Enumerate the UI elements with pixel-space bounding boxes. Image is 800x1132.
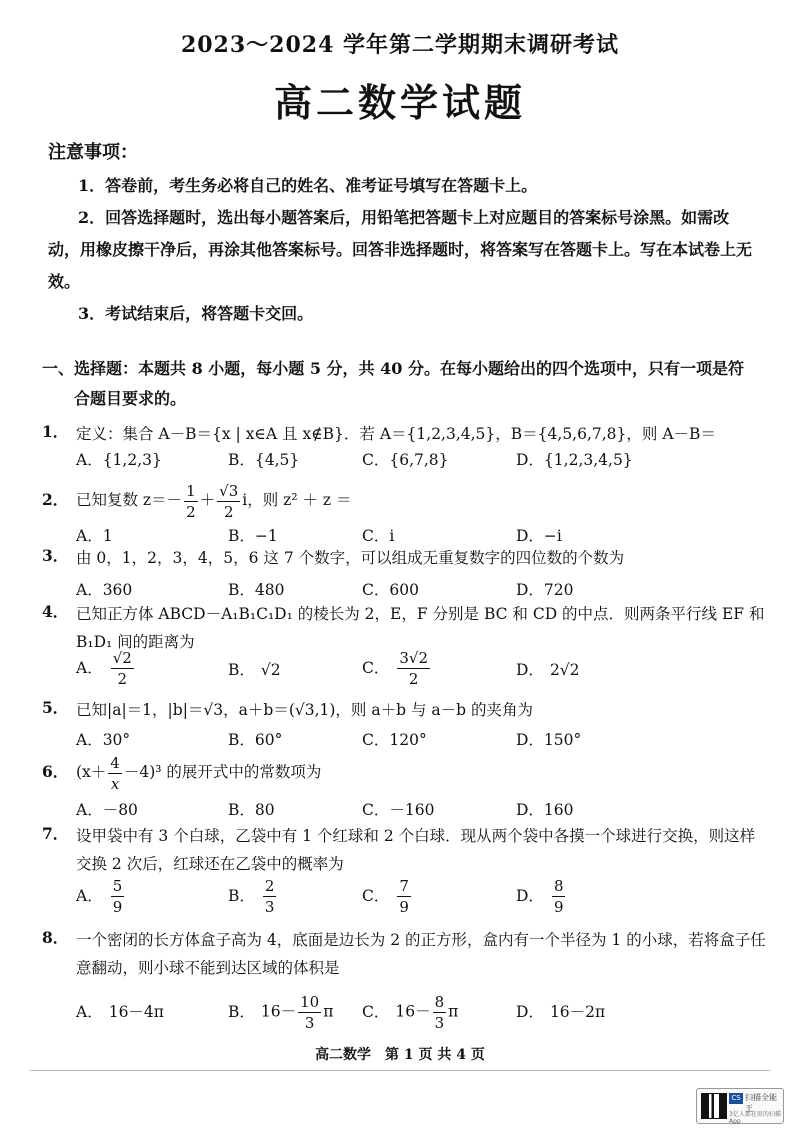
question-number: 7．	[42, 824, 69, 843]
denominator: 2	[408, 670, 419, 688]
fraction	[397, 648, 430, 689]
option-label: A．	[76, 886, 103, 905]
option-b: B．60°	[228, 731, 283, 749]
scanner-watermark	[696, 1088, 784, 1124]
option-d: D．−i	[516, 527, 562, 545]
subject-title: 高二数学试题	[273, 80, 526, 125]
numerator: 3√2	[399, 649, 429, 667]
denominator: 3	[434, 1014, 445, 1032]
option-b	[228, 992, 333, 1033]
scanner-app-name: 扫描全能王	[745, 1093, 777, 1113]
option-value: √2	[260, 661, 281, 679]
option-d: D．150°	[516, 731, 582, 749]
notice-heading: 注意事项：	[48, 142, 138, 163]
option-c: C．600	[362, 581, 419, 599]
option-b: B．{4,5}	[228, 451, 300, 469]
question-stem: 设甲袋中有 3 个白球，乙袋中有 1 个红球和 2 个白球．现从两个袋中各摸一个球进行交换，则这样交换 2 次后，红球还在乙袋中的概率为	[76, 827, 756, 873]
option-value: 16－4π	[108, 1003, 164, 1021]
option-label: C．	[362, 658, 390, 677]
option-d: D．160	[516, 801, 574, 819]
option-label: A．	[76, 658, 103, 677]
fraction	[298, 992, 321, 1033]
notice-item-1: 1．答卷前，考生务必将自己的姓名、准考证号填写在答题卡上。	[78, 176, 538, 195]
stem-text: (x＋	[76, 763, 107, 781]
scanner-app-tagline: 3亿人都在用的扫描App	[729, 1111, 781, 1125]
option-prefix: 16－	[260, 1002, 297, 1021]
fraction	[184, 481, 198, 522]
option-a: A．{1,2,3}	[76, 451, 162, 469]
page-footer: 高二数学 第 1 页 共 4 页	[315, 1047, 485, 1063]
exam-title: 2023～2024 学年第二学期期末调研考试	[180, 32, 620, 58]
option-b	[228, 876, 278, 917]
option-label: D．	[516, 661, 544, 679]
option-b	[228, 658, 281, 680]
notice-item-3: 3．考试结束后，将答题卡交回。	[78, 304, 314, 323]
denominator: 3	[264, 898, 275, 916]
denominator: 9	[112, 898, 123, 916]
question-stem	[76, 752, 766, 794]
fraction	[552, 876, 566, 917]
option-b: B．480	[228, 581, 285, 599]
numerator: 8	[553, 877, 564, 895]
fraction	[111, 648, 134, 689]
option-d: D．720	[516, 581, 574, 599]
option-d	[516, 1000, 605, 1022]
section-line-2: 合题目要求的。	[74, 389, 187, 408]
option-label: C．	[362, 886, 390, 905]
numerator: 2	[264, 877, 275, 895]
stem-text: 已知复数 z＝－	[76, 491, 183, 509]
question-number: 4．	[42, 602, 69, 621]
option-c: C．－160	[362, 801, 435, 819]
option-label: B．	[228, 661, 255, 679]
denominator: 2	[223, 502, 234, 521]
option-c: C．i	[362, 527, 395, 545]
fraction	[263, 876, 277, 917]
fraction	[433, 992, 447, 1033]
footer-divider	[30, 1070, 770, 1071]
denominator: 9	[553, 898, 564, 916]
option-a: A．－80	[76, 801, 138, 819]
stem-text: i，则 z² ＋ z ＝	[242, 491, 352, 509]
question-stem: 定义：集合 A－B＝{x | x∈A 且 x∉B}．若 A＝{1,2,3,4,5}，B＝{4,5,6,7,8}，则 A－B＝	[76, 425, 716, 443]
question-number: 8．	[42, 928, 69, 947]
option-label: A．	[76, 1003, 103, 1021]
option-a: A．30°	[76, 731, 131, 749]
cs-logo-icon: CS	[729, 1093, 743, 1104]
option-c	[362, 992, 458, 1033]
option-c: C．{6,7,8}	[362, 451, 449, 469]
question-stem: 一个密闭的长方体盒子高为 4，底面是边长为 2 的正方形，盒内有一个半径为 1 的小球，若将盒子任意翻动，则小球不能到达区域的体积是	[76, 931, 766, 977]
numerator: 10	[300, 993, 320, 1011]
section-heading	[42, 354, 762, 414]
question-stem: 已知|a|＝1，|b|＝√3，a＋b＝(√3,1)，则 a＋b 与 a－b 的夹角为	[76, 701, 533, 719]
denominator: 3	[304, 1014, 315, 1032]
option-d	[516, 876, 567, 917]
question-number: 3．	[42, 546, 69, 565]
option-a: A．1	[76, 527, 113, 545]
question-stem: 由 0，1，2，3，4，5，6 这 7 个数字，可以组成无重复数字的四位数的个数为	[76, 549, 625, 567]
denominator: 2	[186, 502, 196, 521]
option-c: C．120°	[362, 731, 427, 749]
question-stem: 已知正方体 ABCD－A₁B₁C₁D₁ 的棱长为 2，E，F 分别是 BC 和 CD 的中点．则两条平行线 EF 和 B₁D₁ 间的距离为	[76, 605, 765, 651]
option-label: D．	[516, 1003, 544, 1021]
option-a	[76, 648, 136, 689]
option-label: D．	[516, 886, 544, 905]
fraction	[111, 876, 125, 917]
option-d: D．{1,2,3,4,5}	[516, 451, 633, 469]
option-a	[76, 1000, 164, 1022]
option-b: B．80	[228, 801, 275, 819]
option-label: C．	[362, 1002, 390, 1021]
numerator: 1	[186, 481, 196, 500]
question-number: 1．	[42, 422, 69, 441]
question-number: 5．	[42, 698, 69, 717]
option-d	[516, 658, 580, 680]
question-number: 2．	[42, 490, 69, 509]
option-prefix: 16－	[395, 1002, 431, 1021]
question-number: 6．	[42, 762, 69, 781]
numerator: 7	[399, 877, 409, 895]
option-b: B．−1	[228, 527, 278, 545]
option-value: 16－2π	[549, 1003, 606, 1021]
option-label: B．	[228, 1002, 255, 1021]
question-stem	[76, 480, 766, 522]
qr-code-icon	[701, 1093, 727, 1119]
option-a: A．360	[76, 581, 133, 599]
option-suffix: π	[448, 1002, 459, 1021]
fraction	[108, 753, 122, 794]
option-value: 2√2	[549, 661, 580, 679]
option-suffix: π	[323, 1002, 334, 1021]
option-c	[362, 876, 413, 917]
notice-item-2: 2．回答选择题时，选出每小题答案后，用铅笔把答题卡上对应题目的答案标号涂黑。如需改动，用橡皮擦干净后，再涂其他答案标号。回答非选择题时，将答案写在答题卡上。写在本试卷上无效。	[48, 208, 753, 291]
option-a	[76, 876, 126, 917]
numerator: √2	[112, 649, 132, 667]
denominator: 2	[117, 670, 128, 688]
numerator: 5	[112, 877, 123, 895]
denominator: 9	[399, 898, 409, 916]
stem-text: －4)³ 的展开式中的常数项为	[123, 763, 322, 781]
stem-text: ＋	[199, 491, 216, 509]
fraction	[397, 876, 411, 917]
option-label: B．	[228, 886, 255, 905]
numerator: √3	[219, 481, 239, 500]
numerator: 4	[110, 753, 120, 772]
denominator: x	[110, 774, 120, 793]
option-c	[362, 648, 432, 689]
section-line-1: 一、选择题：本题共 8 小题，每小题 5 分，共 40 分。在每小题给出的四个选项中，只有一项是符	[42, 359, 744, 378]
numerator: 8	[434, 993, 445, 1011]
fraction	[217, 481, 240, 522]
